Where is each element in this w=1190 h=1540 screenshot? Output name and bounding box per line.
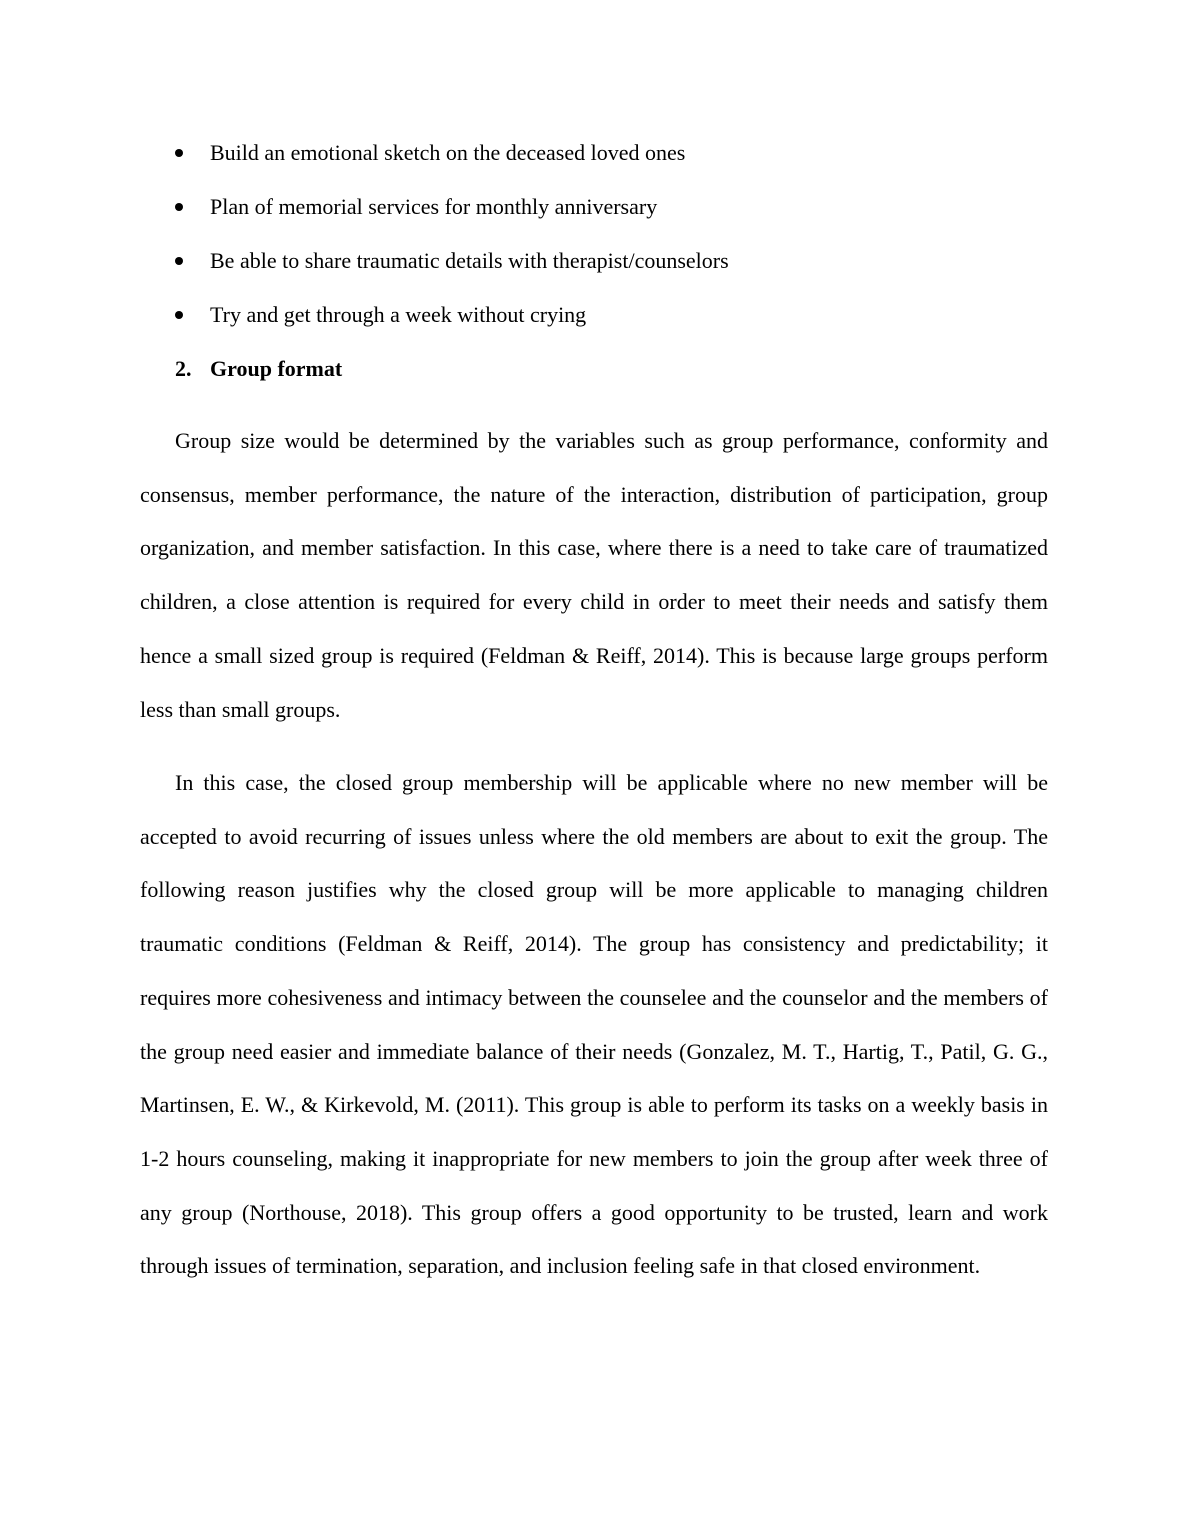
bullet-icon: [175, 257, 183, 265]
section-number: 2.: [175, 356, 192, 381]
body-paragraph: In this case, the closed group membership will be applicable where no new member will be accepted to avoid recurring of issues unless where the old members are about to exit the group. The following reason justifies why the closed group will be more applicable to managing children traumatic conditions (Feldman & Reiff, 2014). The group has consistency and predictability; it requires more cohesiveness and intimacy between the counselee and the counselor and the members of the group need easier and immediate balance of their needs (Gonzalez, M. T., Hartig, T., Patil, G. G., Martinsen, E. W., & Kirkevold, M. (2011). This group is able to perform its tasks on a weekly basis in 1-2 hours counseling, making it inappropriate for new members to join the group after week three of any group (Northouse, 2018). This group offers a good opportunity to be trusted, learn and work through issues of termination, separation, and inclusion feeling safe in that closed environment.: [140, 770, 1048, 1279]
bullet-icon: [175, 149, 183, 157]
bullet-text: Build an emotional sketch on the deceased loved ones: [210, 140, 686, 165]
bullet-text: Plan of memorial services for monthly anniversary: [210, 194, 658, 219]
bullet-icon: [175, 311, 183, 319]
body-paragraph: Group size would be determined by the variables such as group performance, conformity and consensus, member performance, the nature of the interaction, distribution of participation, group organization, and member satisfaction. In this case, where there is a need to take care of traumatized children, a close attention is required for every child in order to meet their needs and satisfy them hence a small sized group is required (Feldman & Reiff, 2014). This is because large groups perform less than small groups.: [140, 428, 1048, 722]
bullet-text: Be able to share traumatic details with therapist/counselors: [210, 248, 729, 273]
bullet-text: Try and get through a week without crying: [210, 302, 587, 327]
section-title: Group format: [210, 356, 343, 381]
bullet-icon: [175, 203, 183, 211]
